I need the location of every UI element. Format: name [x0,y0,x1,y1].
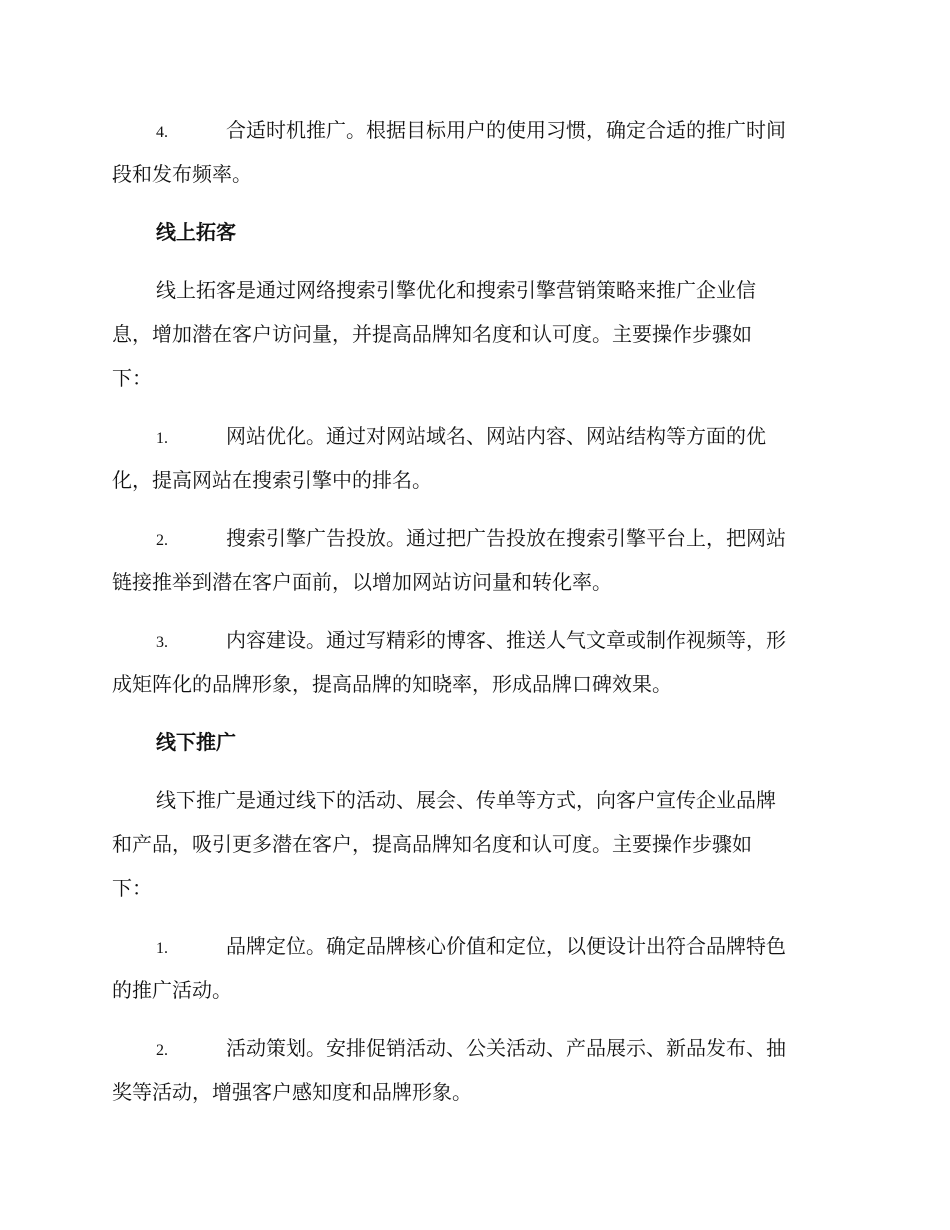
paragraph-line: 线下推广是通过线下的活动、展会、传单等方式，向客户宣传企业品牌 [156,788,776,812]
paragraph-line: 线上拓客是通过网络搜索引擎优化和搜索引擎营销策略来推广企业信 [156,278,756,302]
list-item [112,108,834,196]
list-item [112,414,834,502]
paragraph-line: 和产品，吸引更多潜在客户，提高品牌知名度和认可度。主要操作步骤如 [112,832,752,856]
list-item-text: 网站优化。通过对网站域名、网站内容、网站结构等方面的优 [226,424,766,448]
section-heading: 线上拓客 [156,220,236,244]
list-number: 3. [156,634,168,651]
paragraph [112,268,834,400]
list-number: 2. [156,532,168,549]
list-item-text: 合适时机推广。根据目标用户的使用习惯，确定合适的推广时间 [226,118,786,142]
list-item-text: 活动策划。安排促销活动、公关活动、产品展示、新品发布、抽 [226,1036,786,1060]
section-heading: 线下推广 [156,730,236,754]
list-number: 1. [156,430,168,447]
list-number: 4. [156,124,168,141]
list-item-text: 段和发布频率。 [112,162,252,186]
list-item [112,618,834,706]
list-item-text: 品牌定位。确定品牌核心价值和定位，以便设计出符合品牌特色 [226,934,786,958]
list-item-text: 链接推举到潜在客户面前，以增加网站访问量和转化率。 [112,570,612,594]
list-item-text: 化，提高网站在搜索引擎中的排名。 [112,468,432,492]
list-item-text: 成矩阵化的品牌形象，提高品牌的知晓率，形成品牌口碑效果。 [112,672,672,696]
paragraph-line: 息，增加潜在客户访问量，并提高品牌知名度和认可度。主要操作步骤如 [112,322,752,346]
list-item-text: 搜索引擎广告投放。通过把广告投放在搜索引擎平台上，把网站 [226,526,786,550]
paragraph [112,778,834,910]
list-item-text: 的推广活动。 [112,978,232,1002]
paragraph-line: 下： [112,366,152,390]
list-number: 2. [156,1042,168,1059]
list-number: 1. [156,940,168,957]
list-item [112,1026,834,1114]
list-item-text: 奖等活动，增强客户感知度和品牌形象。 [112,1080,472,1104]
document-body [112,108,834,1114]
list-item [112,924,834,1012]
list-item [112,516,834,604]
list-item-text: 内容建设。通过写精彩的博客、推送人气文章或制作视频等，形 [226,628,786,652]
paragraph-line: 下： [112,876,152,900]
